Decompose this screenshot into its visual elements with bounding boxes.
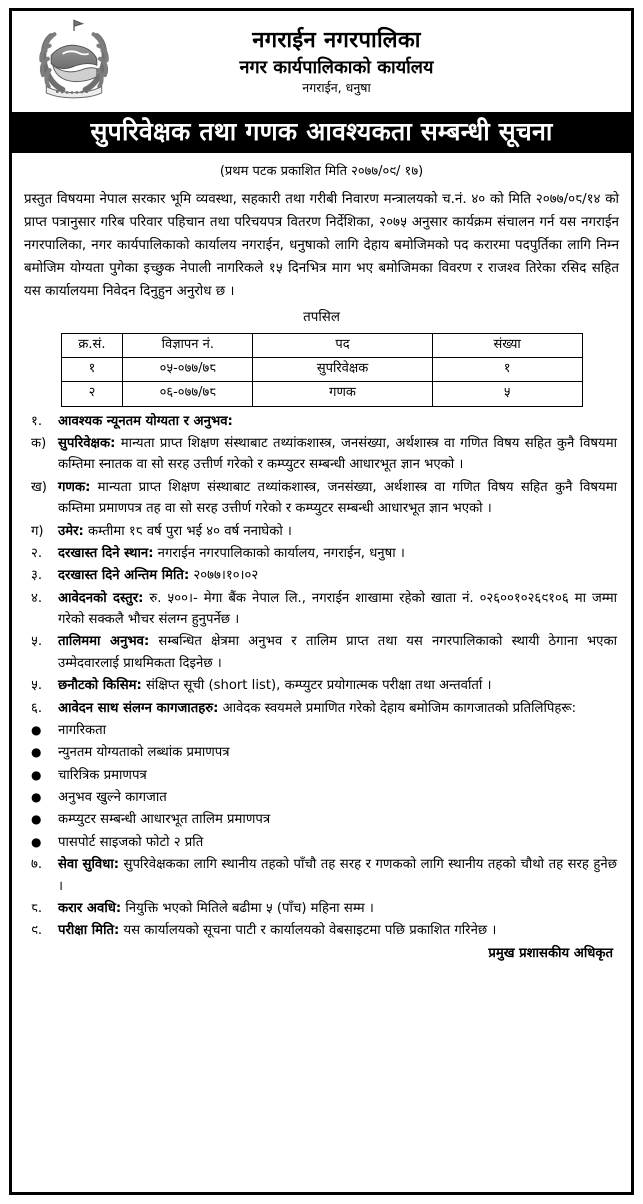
item-marker: ख) <box>31 479 47 495</box>
list-item <box>24 809 619 830</box>
item-label: छनौटको किसिम: <box>58 678 142 694</box>
cell-ad-no: ०५-०७७/७८ <box>123 358 253 382</box>
vacancy-table <box>61 333 583 407</box>
list-item <box>24 787 619 808</box>
column-header-serial: क्र.सं. <box>61 333 123 357</box>
table-header-row <box>61 333 582 357</box>
list-item <box>24 565 619 586</box>
vacancy-table-container <box>24 333 619 407</box>
item-label: दरखास्त दिने स्थान: <box>58 545 154 561</box>
item-label: आवश्यक न्यूनतम योग्यता र अनुभव: <box>58 413 233 429</box>
bullet-icon: ● <box>31 834 42 849</box>
document-item: न्युनतम योग्यताको लब्धांक प्रमाणपत्र <box>58 745 230 761</box>
item-marker: ग) <box>31 523 44 539</box>
item-marker: ४. <box>31 590 43 606</box>
item-text: सम्बन्धित क्षेत्रमा अनुभव र तालिम प्राप्त तथा यस नगरपालिकाको स्थायी ठेगाना भएका उम्मेदवारलाई प्राथमिकता दिइनेछ । <box>58 634 618 671</box>
column-header-position: पद <box>253 333 433 357</box>
column-header-ad-no: विज्ञापन नं. <box>123 333 253 357</box>
item-label: करार अवधि: <box>58 900 122 916</box>
item-text: नियुक्ति भएको मितिले बढीमा ५ (पाँच) महिना सम्म । <box>121 900 374 916</box>
cell-serial: १ <box>61 358 123 382</box>
item-marker: २. <box>31 545 43 561</box>
letterhead <box>12 11 631 112</box>
cell-ad-no: ०६-०७७/७८ <box>123 382 253 406</box>
item-marker: ३. <box>31 568 43 584</box>
notice-body <box>12 153 631 1192</box>
list-item <box>24 543 619 564</box>
list-item <box>24 477 619 520</box>
page-frame <box>9 8 634 1195</box>
bullet-icon: ● <box>31 722 42 737</box>
item-text: यस कार्यालयको सूचना पाटी र कार्यालयको वेबसाइटमा पछि प्रकाशित गरिनेछ । <box>119 923 497 939</box>
item-content <box>58 631 619 674</box>
nepal-government-emblem-icon <box>33 18 115 106</box>
document-item: कम्प्युटर सम्बन्धी आधारभूत तालिम प्रमाणपत्र <box>58 812 271 828</box>
office-name: नगर कार्यपालिकाको कार्यालय <box>239 56 434 78</box>
item-content <box>58 411 619 432</box>
cell-quantity: १ <box>432 358 582 382</box>
item-text: नगराईन नगरपालिकाको कार्यालय, नगराईन, धनुषा । <box>153 545 405 561</box>
item-text: मान्यता प्राप्त शिक्षण संस्थाबाट तथ्यांकशास्त्र, जनसंख्या, अर्थशास्त्र वा गणित विषय सहित कुनै विषयमा कम्तिमा स्नातक वा सो सरह उत्तीर्ण गरेको र कम्प्युटर सम्बन्धी आधारभूत ज्ञान भएको । <box>58 436 617 473</box>
item-text: आवेदक स्वयमले प्रमाणित गरेको देहाय बमोजिम कागजातको प्रतिलिपिहरू: <box>218 700 577 716</box>
item-content <box>58 898 619 919</box>
item-label: दरखास्त दिने अन्तिम मिति: <box>58 568 190 584</box>
list-item <box>24 832 619 853</box>
item-label: आवेदनको दस्तुर: <box>58 590 144 606</box>
item-content <box>58 521 619 542</box>
item-text: सुपरिवेक्षकका लागि स्थानीय तहको पाँचौ तह सरह र गणकको लागि स्थानीय तहको चौथो तह सरह हुनेछ । <box>58 857 617 894</box>
table-row <box>61 382 582 406</box>
list-item <box>24 720 619 741</box>
item-marker: ९. <box>31 923 43 939</box>
item-label: परीक्षा मिति: <box>58 923 120 939</box>
item-content <box>58 588 619 631</box>
item-label: तालिममा अनुभव: <box>58 634 150 650</box>
letterhead-text <box>132 28 621 96</box>
list-item <box>24 631 619 674</box>
item-label: आवेदन साथ संलग्न कागजातहरु: <box>58 700 219 716</box>
item-marker: ८. <box>31 900 43 916</box>
item-text: कम्तीमा १८ वर्ष पुरा भई ४० वर्ष ननाघेको । <box>83 523 292 539</box>
item-content <box>58 698 619 719</box>
document-item: चारित्रिक प्रमाणपत्र <box>58 767 147 783</box>
list-item <box>24 742 619 763</box>
intro-paragraph: प्रस्तुत विषयमा नेपाल सरकार भूमि व्यवस्था, सहकारी तथा गरीबी निवारण मन्त्रालयको च.नं. ४० को मिति २०७७/०८/१४ को प्राप्त पत्रानुसार गरिब परिवार पहिचान तथा परिचयपत्र वितरण निर्देशिका, २०७५ अनुसार कार्यक्रम संचालन गर्न यस नगराईन नगरपालिका, नगर कार्यपालिकाको कार्यालय नगराईन, धनुषाको लागि देहाय बमोजिमको पद करारमा पदपुर्तिका लागि निम्न बमोजिम योग्यता पुगेका इच्छुक नेपाली नागरिकले १५ दिनभित्र माग भए बमोजिमका विवरण र राजश्व तिरेका रसिद सहित यस कार्यालयमा निवेदन दिनुहुन अनुरोध छ । <box>24 192 619 300</box>
item-marker: क) <box>31 436 47 452</box>
list-item <box>24 920 619 941</box>
list-item <box>24 854 619 897</box>
document-item: नागरिकता <box>58 722 107 738</box>
bullet-icon: ● <box>31 745 42 760</box>
cell-serial: २ <box>61 382 123 406</box>
organization-name: नगराईन नगरपालिका <box>252 28 421 54</box>
bullet-icon: ● <box>31 790 42 805</box>
item-content <box>58 920 619 941</box>
item-content <box>58 433 619 476</box>
cell-position: गणक <box>253 382 433 406</box>
publication-date: (प्रथम पटक प्रकाशित मिति २०७७/०९/ १७) <box>219 164 424 179</box>
list-item <box>24 433 619 476</box>
item-content <box>58 477 619 520</box>
item-text: रु. ५००।- मेगा बैंक नेपाल लि., नगराईन शाखामा रहेको खाता नं. ०२६००१०२६९१०६ मा जम्मा गरेको सक्कलै भौचर संलग्न हुनुपर्नेछ । <box>58 590 617 628</box>
item-marker: ६. <box>31 700 43 716</box>
list-item <box>24 411 619 432</box>
list-item <box>24 765 619 786</box>
item-marker: ७. <box>31 857 43 873</box>
document-item: पासपोर्ट साइजको फोटो २ प्रति <box>58 834 204 850</box>
item-label: सेवा सुविधा: <box>58 857 120 873</box>
cell-position: सुपरिवेक्षक <box>253 358 433 382</box>
item-text: मान्यता प्राप्त शिक्षण संस्थाबाट तथ्यांकशास्त्र, जनसंख्या, अर्थशास्त्र वा गणित विषय सहित कुनै विषयमा कम्तिमा प्रमाणपत्र तह वा सो सरह उत्तीर्ण गरेको र कम्प्युटर सम्बन्धी आधारभूत ज्ञान भएको । <box>58 479 617 517</box>
item-marker: ५. <box>31 634 43 650</box>
item-label: गणक: <box>58 479 91 495</box>
item-label: उमेर: <box>58 523 84 539</box>
column-header-quantity: संख्या <box>432 333 582 357</box>
item-content <box>58 543 619 564</box>
item-content <box>58 854 619 897</box>
item-content <box>58 675 619 696</box>
notice-title-banner: सुपरिवेक्षक तथा गणक आवश्यकता सम्बन्धी सूचना <box>12 112 631 153</box>
table-row <box>61 358 582 382</box>
document-item: अनुभव खुल्ने कागजात <box>58 790 167 806</box>
signature-designation: प्रमुख प्रशासकीय अधिकृत <box>488 945 613 961</box>
list-item <box>24 588 619 631</box>
item-text: संक्षिप्त सूची (short list), कम्प्युटर प्रयोगात्मक परीक्षा तथा अन्तर्वार्ता । <box>141 678 492 694</box>
list-item <box>24 898 619 919</box>
tapasil-heading: तपसिल <box>303 310 340 326</box>
office-location: नगराईन, धनुषा <box>302 80 371 96</box>
item-label: सुपरिवेक्षक: <box>58 436 116 452</box>
bullet-icon: ● <box>31 812 42 827</box>
bullet-icon: ● <box>31 767 42 782</box>
item-text: २०७७।१०।०२ <box>189 568 259 584</box>
cell-quantity: ५ <box>432 382 582 406</box>
emblem-container <box>22 18 126 106</box>
list-item <box>24 675 619 696</box>
item-marker: १. <box>31 413 43 429</box>
list-item <box>24 521 619 542</box>
list-item <box>24 698 619 719</box>
item-content <box>58 565 619 586</box>
item-marker: ५. <box>31 678 43 694</box>
